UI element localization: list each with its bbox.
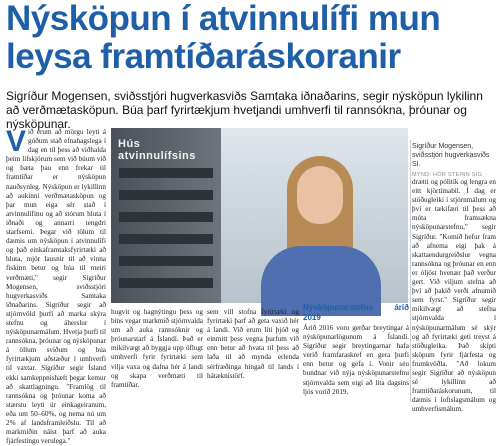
lead-paragraph: Sigríður Mogensen, sviðsstjóri hugverkasviðs Samtaka iðnaðarins, segir nýsköpun lykilinn að verðmætasköpun. Búa þarf fyrirtækjum hvetjandi umhverfi til rannsókna, þróunar og nýsköpunar.	[6, 89, 483, 131]
section-subheading: Nýsköpunarstefna árið 2019	[303, 303, 409, 322]
building-window	[119, 190, 213, 200]
building-sign: Hús atvinnulífsins	[118, 138, 196, 162]
article-column-2: hugvit og hagnýtingu þess og bíns vegar markmið stjórnvalda um að auka rannsóknir og þróunarstarf á Íslandi. Það er mikilvægt að byggja upp öflugt umhverfi fyrir fyrirtæki sem vilja vaxa og dafna hér á landi og skapa verðmæti til framtíðar.	[111, 308, 203, 389]
article-column-1	[6, 125, 106, 446]
article-column-4	[303, 303, 409, 402]
photo-caption	[412, 142, 496, 180]
column-4-text: Árið 2016 voru gerðar breytingar á nýsköpunarlögunum á Íslandi. Sigríður segir breytingarnar hafa verið framfaraskref en gera þurfi enn betur og gefa í. Vonir séu bundnar við nýja nýsköpunarstefnu stjórnvalda sem eigi að líta dagsins ljós vorið 2019.	[303, 324, 409, 396]
drop-cap: V	[6, 125, 27, 158]
column-1-text: ið erum að mörgu leyti á góðum stað efnahagslega í dag en til þess að viðhalda þeim lífskjörum sem við búum við og bæta þau enn frekar til framtíðar er nýsköpun nauðsynleg. Nýsköpun er lykillinn að aukinni verðmætasköpun og þar mun eiga sér stað í atvinnulífinu og að stórum hluta í iðnaði og annarri tengdri starfsemi. Þegar við tölum til dæmis um nýsköpun í atvinnulífi og það einkaframtaksfyrirtæki að hluta, mjór lausnir til að vinna fiskinn betur og búa til meiri verðmæti," segir Sigríður Mogensen, sviðsstjóri hugverkasviðs Samtaka iðnaðarins. Sigríður segir að stjórnvöld þurfi að marka skýra stefnu og áherslur í nýsköpunarmálum. Hvetja þurfi til rannsókna, þróunar og nýsköpunar á öllum sviðum og búa fyrirtækjum aðstæður í umhverfi til vaxtar. Sigríður segir Ísland ekki samkeppnishæft þegar kemur að skattlagningu. "Framlög til rannsókna og þróunar koma að stærstu leyti úr einkageiranum, eða um 50–60%, og nema nú um 2% af landsframleiðslu. Til að markmiðin náist þarf að auka fjárfestingu verulega."	[6, 128, 106, 446]
article-column-3: sem vill stofna fyrirtæki og fyrirtæki þarf að geta vaxið hér á landi. Við erum líti þjóð og einmitt þess vegna þurfum við enn betur að hvata til þess að laða til að mynda erlenda sérfræðinga hingað til lands í hátæknistörf.	[207, 308, 299, 380]
building-graphic	[111, 128, 221, 303]
building-window	[119, 278, 213, 288]
column-divider	[410, 140, 411, 402]
article-photo	[111, 128, 408, 303]
building-window	[119, 256, 213, 266]
headline: Nýsköpun í atvinnulífi mun leysa framtíðaráskoranir	[6, 0, 441, 76]
caption-text: Sigríður Mogensen, sviðsstjóri hugverkasviðs SI.	[412, 143, 490, 168]
article-column-5: drætti og pólitík og lengra en eitt kjörtímabil. Í dag er stöðugleiki í stjórnmálum og því er tækifæri til þess að móta framsækna nýsköpunarstefnu," segir Sigríður. "Komið hefur fram að afnema eigi þak á skattaendurgreiðslur vegna rannsókna og þróunar en enn er óljóst hvenær það verður gert. Við viljum stefna að því að þakið verði afnumið sem fyrst." Sigríður segir mikilvægt að stefna stjórnvalda í nýsköpunarmálum sé skýr og að fyrirtæki geti treyst á stöðugleika. Það skipti sköpum fyrir fjárfesta og frumkvöðla. "Að lokum segir Sigríður að nýsköpun sé lykillinn að framtíðaráskorunum, til dæmis í loftslagsmálum og umhverfismálum.	[412, 178, 496, 414]
building-window	[119, 234, 213, 244]
building-window	[119, 212, 213, 222]
building-window	[119, 168, 213, 178]
photo-credit: MYND: HÖR STEINN SIG	[412, 172, 483, 178]
portrait-face	[297, 166, 343, 224]
